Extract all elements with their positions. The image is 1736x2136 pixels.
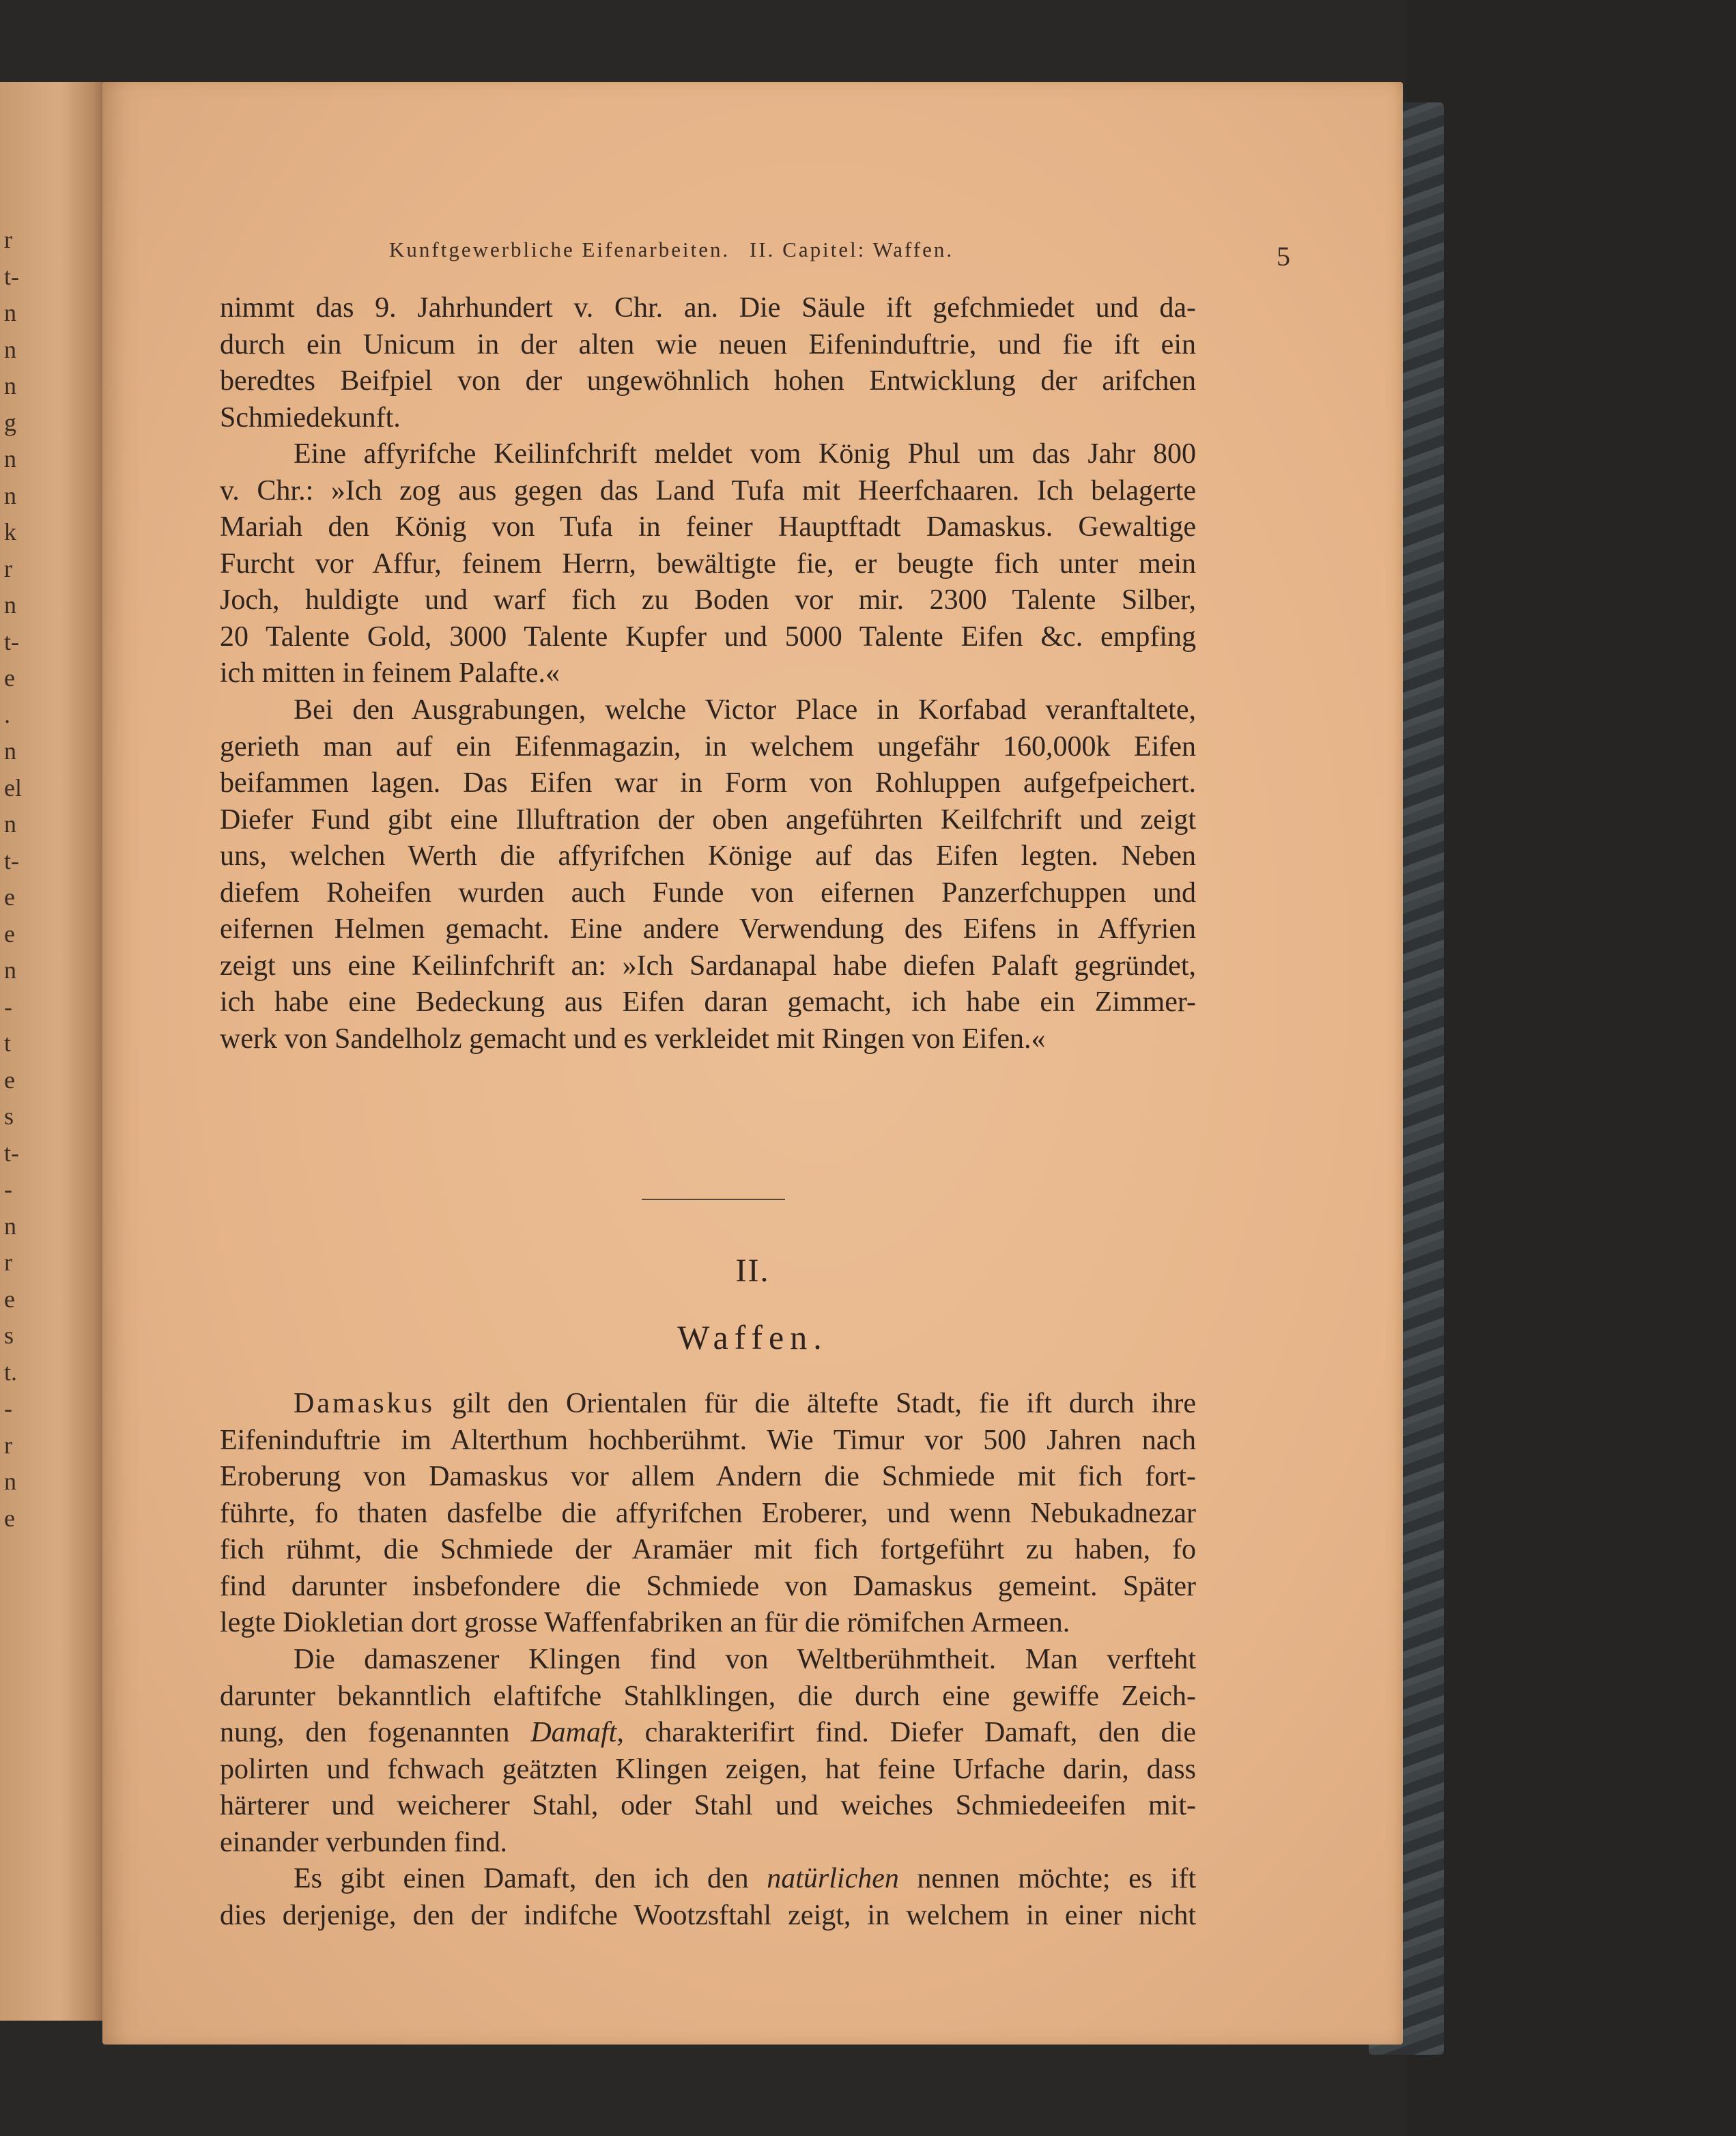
left-page-fragment: e [4, 1285, 15, 1313]
left-page-fragment: r [4, 226, 12, 253]
text-line: eifernen Helmen gemacht. Eine andere Verwendung des Eifens in Affyrien [220, 913, 1196, 945]
left-page-fragment: n [4, 445, 16, 472]
left-page-fragment: n [4, 1212, 16, 1240]
running-head [389, 238, 1345, 279]
left-page-fragment: e [4, 883, 15, 911]
left-page-fragment: el [4, 773, 22, 801]
text-line: werk von Sandelholz gemacht und es verkleidet mit Ringen von Eifen.« [220, 1023, 1046, 1055]
left-page-fragment: g [4, 408, 16, 436]
left-page-fragment: - [4, 1395, 12, 1422]
book-page [102, 82, 1403, 2045]
text-line: einander verbunden find. [220, 1826, 508, 1858]
paragraph-3 [220, 692, 1196, 1057]
left-page-fragment: t- [4, 846, 19, 874]
paragraph-5 [220, 1642, 1196, 1861]
text-line: legte Diokletian dort grosse Waffenfabriken an für die römifchen Armeen. [220, 1607, 1070, 1638]
left-page-fragment: - [4, 1176, 12, 1203]
left-page-fragment: t [4, 1029, 12, 1057]
left-page-fragment: e [4, 1504, 15, 1532]
text-line: zeigt uns eine Keilinfchrift an: »Ich Sardanapal habe diefen Palaft gegründet, [220, 950, 1196, 982]
text-line: beredtes Beifpiel von der ungewöhnlich hohen Entwicklung der arifchen [220, 365, 1196, 397]
text-line: polirten und fchwach geätzten Klingen zeigen, hat feine Urfache darin, dass [220, 1753, 1196, 1785]
paragraph-1 [220, 290, 1196, 436]
text-line: Schmiedekunft. [220, 401, 401, 433]
line-part: charakterifirt find. Diefer Damaft, den die [623, 1717, 1196, 1748]
text-line: v. Chr.: »Ich zog aus gegen das Land Tufa mit Heerfchaaren. Ich belagerte [220, 474, 1196, 507]
left-page-fragment: n [4, 481, 16, 509]
text-line: fich rühmt, die Schmiede der Aramäer mit fich fortgeführt zu haben, fo [220, 1534, 1196, 1565]
left-page-fragment: n [4, 1468, 16, 1495]
left-page-fragment: - [4, 993, 12, 1021]
text-line: ich mitten in feinem Palafte.« [220, 657, 560, 689]
text-line: Furcht vor Affur, feinem Herrn, bewältigte fie, er beugte fich unter mein [220, 547, 1196, 580]
left-page-fragment: n [4, 372, 16, 399]
text-line [220, 1715, 1196, 1752]
text-line: Joch, huldigte und warf fich zu Boden vor mir. 2300 Talente Silber, [220, 584, 1196, 616]
text-line: darunter bekanntlich elaftifche Stahlklingen, die durch eine gewiffe Zeich- [220, 1680, 1196, 1712]
section-divider [642, 1199, 785, 1200]
text-line: Eifeninduftrie im Alterthum hochberühmt. Wie Timur vor 500 Jahren nach [220, 1424, 1196, 1456]
left-page-fragment: e [4, 1066, 15, 1094]
left-page-fragment: k [4, 518, 16, 545]
text-line: Diefer Fund gibt eine Illuftration der oben angeführten Keilfchrift und zeigt [220, 803, 1196, 836]
text-line: ich habe eine Bedeckung aus Eifen daran gemacht, ich habe ein Zimmer- [220, 986, 1196, 1018]
text-line: 20 Talente Gold, 3000 Talente Kupfer und 5000 Talente Eifen &c. empfing [220, 621, 1196, 653]
text-line: Eine affyrifche Keilinfchrift meldet vom König Phul um das Jahr 800 [294, 438, 1196, 470]
left-page-fragment: t- [4, 262, 19, 290]
left-page-fragment: n [4, 335, 16, 363]
left-page-fragment: e [4, 664, 15, 692]
text-line: gerieth man auf ein Eifenmagazin, in welchem ungefähr 160,000k Eifen [220, 730, 1196, 763]
text-line: härterer und weicherer Stahl, oder Stahl und weiches Schmiedeeifen mit- [220, 1790, 1196, 1821]
left-page-fragment: e [4, 920, 15, 948]
line-part: nung, den fogenannten [220, 1717, 531, 1748]
paragraph-4 [220, 1386, 1196, 1642]
page-number: 5 [1277, 241, 1290, 272]
text-line: diefem Roheifen wurden auch Funde von eifernen Panzerfchuppen und [220, 877, 1196, 909]
text-line: beifammen lagen. Das Eifen war in Form von Rohluppen aufgefpeichert. [220, 767, 1196, 799]
left-page-fragment: r [4, 554, 12, 582]
line-part: Es gibt einen Damaft, den ich den [294, 1863, 767, 1894]
left-page-fragment: t- [4, 1139, 19, 1167]
lead-word: Damaskus [294, 1388, 435, 1419]
running-head-title: Kunftgewerbliche Eifenarbeiten. [389, 238, 730, 261]
emphasis-term: Damaft, [530, 1717, 624, 1748]
paragraph-6 [220, 1861, 1196, 1934]
line-part: nennen möchte; es ift [898, 1863, 1196, 1894]
previous-page-edge [0, 82, 109, 2021]
text-line: find darunter insbefondere die Schmiede von Damaskus gemeint. Später [220, 1570, 1196, 1602]
text-line: führte, fo thaten dasfelbe die affyrifchen Eroberer, und wenn Nebukadnezar [220, 1497, 1196, 1529]
paragraph-2 [220, 436, 1196, 692]
text-line: Eroberung von Damaskus vor allem Andern die Schmiede mit fich fort- [220, 1461, 1196, 1492]
left-page-fragment: s [4, 1322, 14, 1349]
left-page-fragment: n [4, 299, 16, 326]
scanner-background [1406, 0, 1736, 2136]
text-line: uns, welchen Werth die affyrifchen Könige auf das Eifen legten. Neben [220, 840, 1196, 872]
text-line: nimmt das 9. Jahrhundert v. Chr. an. Die Säule ift gefchmiedet und da- [220, 292, 1196, 324]
left-page-fragment: . [4, 700, 10, 728]
left-page-fragment: s [4, 1102, 14, 1130]
left-page-fragment: n [4, 956, 16, 984]
text-line: dies derjenige, den der indifche Wootzsftahl zeigt, in welchem in einer nicht [220, 1899, 1196, 1931]
line-rest: gilt den Orientalen für die ältefte Stadt, fie ift durch ihre [434, 1388, 1196, 1419]
text-line: Mariah den König von Tufa in feiner Hauptftadt Damaskus. Gewaltige [220, 511, 1196, 543]
left-page-fragment: r [4, 1249, 12, 1276]
text-line: durch ein Unicum in der alten wie neuen Eifeninduftrie, und fie ift ein [220, 328, 1196, 360]
left-page-fragment: r [4, 1431, 12, 1459]
text-line: Bei den Ausgrabungen, welche Victor Place in Korfabad veranftaltete, [294, 694, 1196, 726]
emphasis-term: natürlichen [767, 1863, 899, 1894]
section-numeral: II. [735, 1253, 770, 1289]
left-page-fragment: n [4, 737, 16, 765]
section-title: Waffen. [677, 1318, 828, 1356]
text-line [220, 1861, 1196, 1898]
left-page-fragment: t- [4, 627, 19, 655]
text-line [220, 1386, 1196, 1423]
left-page-fragment: n [4, 810, 16, 838]
left-page-fragment: t. [4, 1358, 18, 1386]
text-line: Die damaszener Klingen find von Weltberühmtheit. Man verfteht [294, 1644, 1196, 1675]
left-page-fragment: n [4, 591, 16, 618]
running-head-chapter: II. Capitel: Waffen. [750, 238, 954, 261]
